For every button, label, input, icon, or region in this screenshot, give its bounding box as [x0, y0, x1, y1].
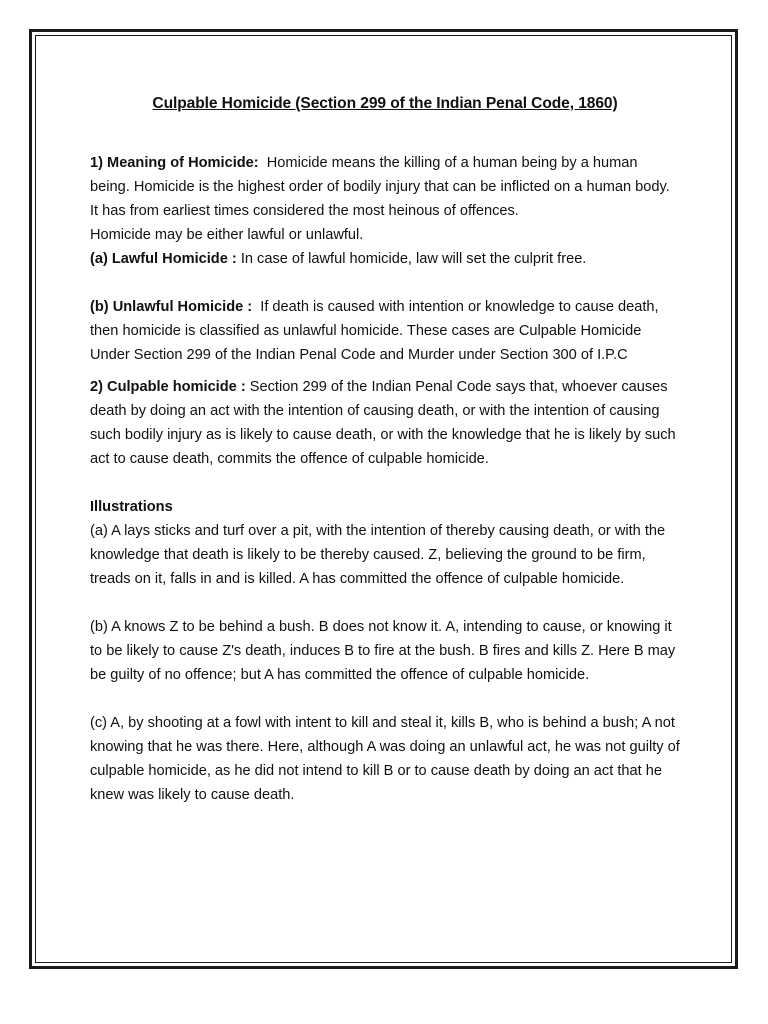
culpable-text: Section 299 of the Indian Penal Code says that, whoever causes death by doing an act with the intention of causing death, or with the intention of causing such bodily injury as is likely to cause death, or with the knowledge that he is likely by such act to cause death, commits the offence of culpable homicide.	[90, 379, 676, 467]
culpable-label: 2) Culpable homicide :	[90, 379, 246, 395]
lawful-unlawful-line: Homicide may be either lawful or unlawful.	[90, 227, 364, 243]
meaning-text: Homicide means the killing of a human being by a human being. Homicide is the highest order of bodily injury that can be inflicted on a human body. It has from earliest times considered the most heinous of offences.	[90, 155, 670, 219]
unlawful-paragraph	[90, 295, 680, 367]
document-body	[90, 92, 680, 807]
illustration-b: (b) A knows Z to be behind a bush. B does not know it. A, intending to cause, or knowing it to be likely to cause Z's death, induces B to fire at the bush. B fires and kills Z. Here B may be guilty of no offence; but A has committed the offence of culpable homicide.	[90, 619, 676, 683]
lawful-paragraph	[90, 247, 680, 271]
unlawful-label: (b) Unlawful Homicide :	[90, 299, 253, 315]
meaning-paragraph	[90, 151, 680, 223]
illustrations-heading-text: Illustrations	[90, 499, 173, 515]
illustration-c: (c) A, by shooting at a fowl with intent to kill and steal it, kills B, who is behind a bush; A not knowing that he was there. Here, although A was doing an unlawful act, he was not guilty of culpable homicide, as he did not intend to kill B or to cause death by doing an act that he knew was likely to cause death.	[90, 715, 680, 803]
illustrations-heading	[90, 495, 680, 519]
illustration-a: (a) A lays sticks and turf over a pit, with the intention of thereby causing death, or with the knowledge that death is likely to be thereby caused. Z, believing the ground to be firm, treads on it, falls in and is killed. A has committed the offence of culpable homicide.	[90, 523, 666, 587]
culpable-paragraph	[90, 375, 680, 471]
meaning-label: 1) Meaning of Homicide:	[90, 155, 259, 171]
lawful-label: (a) Lawful Homicide :	[90, 251, 237, 267]
unlawful-text: If death is caused with intention or knowledge to cause death, then homicide is classified as unlawful homicide. These cases are Culpable Homicide Under Section 299 of the Indian Penal Code and Murder under Section 300 of I.P.C	[90, 299, 659, 363]
document-title: Culpable Homicide (Section 299 of the Indian Penal Code, 1860)	[152, 95, 618, 112]
lawful-text: In case of lawful homicide, law will set the culprit free.	[240, 251, 587, 267]
